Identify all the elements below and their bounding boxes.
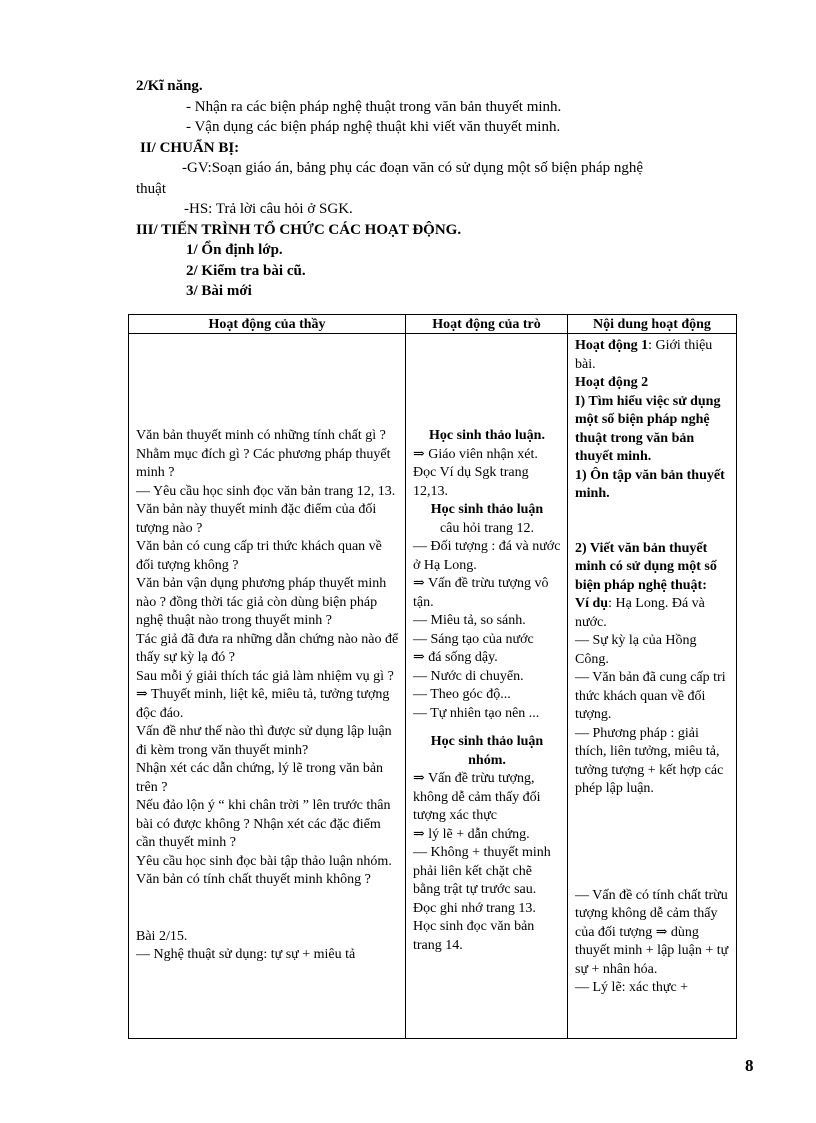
column-header-content: Nội dung hoạt động [568,315,737,334]
student-item: Học sinh đọc văn bản trang 14. [413,919,535,953]
student-item: — Theo góc độ... [413,687,511,702]
student-item: ⇒ đá sống dậy. [413,650,498,665]
student-item: — Sáng tạo của nước [413,631,534,647]
teacher-item: Văn bản có tính chất thuyết minh không ? [136,872,371,887]
prep-gv: -GV:Soạn giáo án, bảng phụ các đoạn văn có sử dụng một số biện pháp nghệ [182,160,644,176]
student-column [406,334,568,1039]
content-item: — Vấn đề có tính chất trừu tượng không dễ cảm thấy của đối tượng ⇒ dùng thuyết minh + lập luận + tự sự + nhân hóa. [575,887,729,977]
teacher-item: Sau mỗi ý giải thích tác giả làm nhiệm vụ gì ? [136,668,394,684]
step-item: 3/ Bài mới [186,283,252,299]
section-1-title: I) Tìm hiểu việc sử dụng một số biện pháp nghệ thuật trong văn bản thuyết minh. [575,393,721,464]
content-item: — Văn bản đã cung cấp tri thức khách quan về đối tượng. [575,670,726,722]
student-group-title: Học sinh thảo luận [430,502,544,517]
student-item: — Miêu tả, so sánh. [413,613,526,628]
student-item: — Tự nhiên tạo nên ... [413,705,540,721]
process-title: III/ TIẾN TRÌNH TỔ CHỨC CÁC HOẠT ĐỘNG. [136,221,462,238]
skills-title: 2/Kĩ năng. [136,78,203,94]
example-text: : Hạ Long. Đá và nước. [575,596,705,630]
teacher-item: ⇒ Thuyết minh, liệt kê, miêu tả, tưởng tượng độc đáo. [136,687,390,721]
table-row [129,334,737,1039]
student-item: ⇒ Vấn đề trừu tượng, không dễ cảm thấy đối tượng xác thực [413,771,541,823]
teacher-item: — Nghệ thuật sử dụng: tự sự + miêu tả [136,947,356,962]
student-item: — Đối tượng : đá và nước ở Hạ Long. [413,539,561,573]
teacher-item: Văn bản vận dụng phương pháp thuyết minh nào ? đồng thời tác giả còn dùng biện pháp nghệ thuật nào trong thuyết minh ? [136,576,387,628]
prep-gv-cont: thuật [136,180,166,197]
step-item: 1/ Ổn định lớp. [186,242,283,258]
prep-hs: -HS: Trả lời câu hỏi ở SGK. [184,201,353,217]
student-item: — Nước di chuyển. [413,668,524,684]
subsection-2-title: 2) Viết văn bản thuyết minh có sử dụng một số biện pháp nghệ thuật: [575,540,717,593]
teacher-item: — Yêu cầu học sinh đọc văn bản trang 12, 13. Văn bản này thuyết minh đặc điểm của đối tượng nào ? [136,483,396,536]
skill-item: - Nhận ra các biện pháp nghệ thuật trong văn bản thuyết minh. [186,98,562,115]
teacher-item: Nếu đảo lộn ý “ khi chân trời ” lên trước thân bài có được không ? Nhận xét các đặc điểm cần thuyết minh ? [136,798,391,850]
content-item: — Lý lẽ: xác thực + [575,980,689,995]
activity-2: Hoạt động 2 [575,375,649,390]
column-header-student: Hoạt động của trò [406,315,568,334]
student-group-title: Học sinh thảo luận. [429,428,545,443]
student-item: ⇒ lý lẽ + dẫn chứng. [413,826,530,842]
content-item: — Phương pháp : giải thích, liên tưởng, miêu tả, tưởng tượng + kết hợp các phép lập luận. [575,725,724,796]
activity-1 [575,337,730,374]
activity-1-label: Hoạt động 1 [575,338,649,353]
subsection-1-title: 1) Ôn tập văn bản thuyết minh. [575,467,725,501]
teacher-item: Tác giả đã đưa ra những dẫn chứng nào nào để thấy sự kỳ lạ đó ? [136,631,399,665]
table-header-row [129,315,737,334]
student-item: Đọc Ví dụ Sgk trang 12,13. [413,465,529,499]
skill-item: - Vận dụng các biện pháp nghệ thuật khi viết văn thuyết minh. [186,119,561,135]
activity-table [128,314,737,1039]
student-item: ⇒ Giáo viên nhận xét. [413,446,538,462]
student-item: — Không + thuyết minh phải liên kết chặt chẽ bằng trật tự trước sau. [413,845,551,897]
student-item: ⇒ Vấn đề trừu tượng vô tận. [413,576,549,610]
student-group-title: Học sinh thảo luận nhóm. [430,734,544,768]
teacher-item: Văn bản thuyết minh có những tính chất gì ? Nhằm mục đích gì ? Các phương pháp thuyết minh ? [136,428,391,480]
prep-title: II/ CHUẨN BỊ: [140,139,240,156]
example-label: Ví dụ [575,596,609,611]
content-item: — Sự kỳ lạ của Hồng Công. [575,633,697,667]
student-item: Đọc ghi nhớ trang 13. [413,900,536,916]
teacher-item: Yêu cầu học sinh đọc bài tập thảo luận nhóm. [136,853,392,869]
teacher-item: Văn bản có cung cấp tri thức khách quan về đối tượng không ? [136,539,382,573]
teacher-column [129,334,406,1039]
column-header-teacher: Hoạt động của thầy [129,315,406,334]
document-header [136,76,756,302]
teacher-item: Bài 2/15. [136,928,188,944]
example-line [575,595,730,632]
step-item: 2/ Kiểm tra bài cũ. [186,262,306,279]
teacher-item: Nhận xét các dẫn chứng, lý lẽ trong văn bản trên ? [136,761,384,795]
content-column [568,334,737,1039]
page-number: 8 [745,1056,754,1075]
student-item: câu hỏi trang 12. [439,520,535,536]
teacher-item: Vấn đề như thế nào thì được sử dụng lập luận đi kèm trong văn thuyết minh? [136,724,392,758]
activity-1-text: : Giới thiệu bài. [575,338,713,372]
